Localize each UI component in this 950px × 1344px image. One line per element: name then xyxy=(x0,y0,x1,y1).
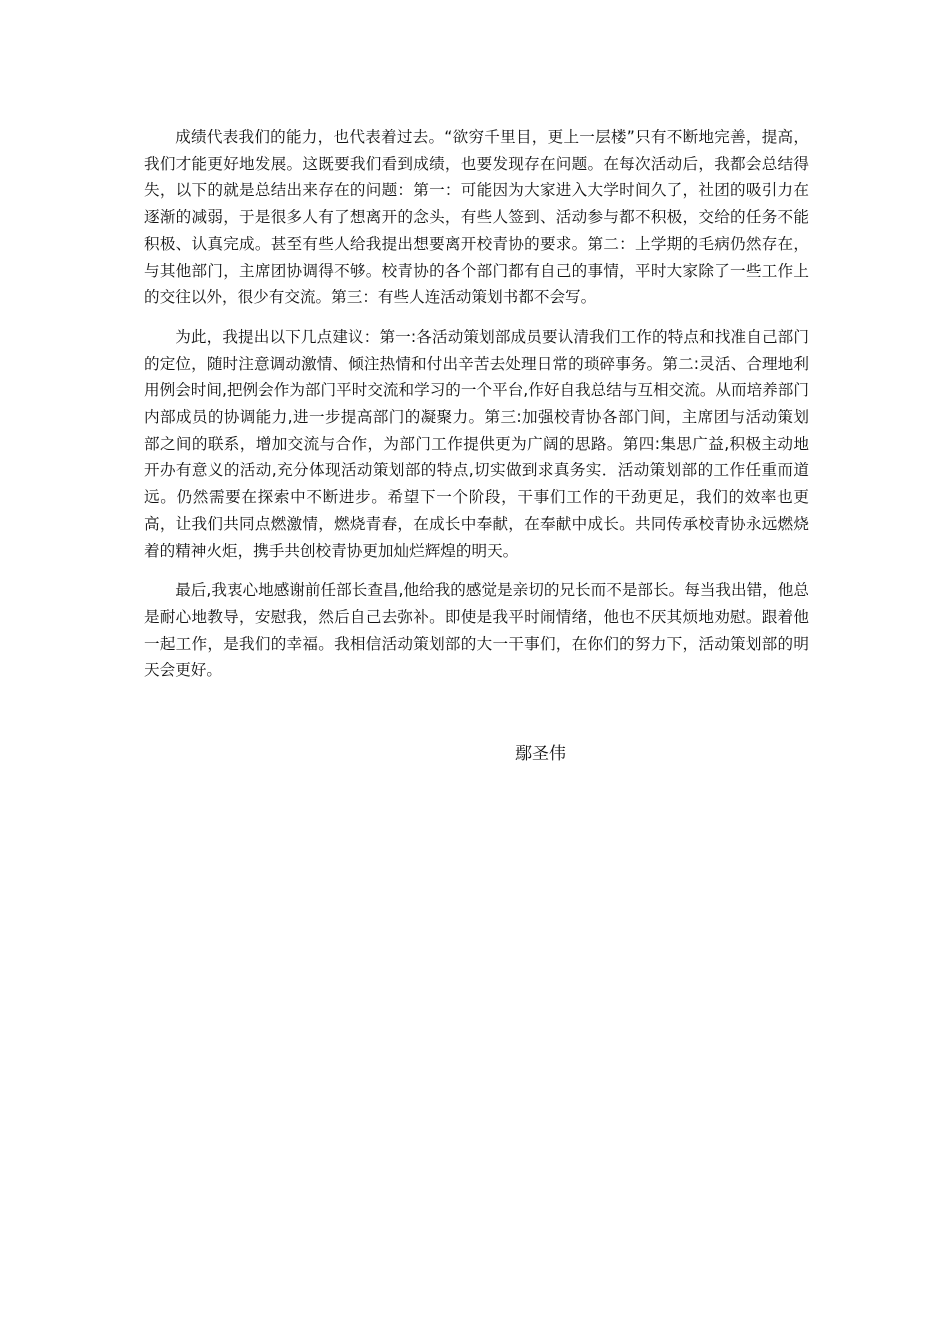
document-body xyxy=(144,124,809,697)
signature: 鄢圣伟 xyxy=(515,744,566,764)
paragraph-achievements-and-problems: 成绩代表我们的能力，也代表着过去。“欲穷千里目，更上一层楼”只有不断地完善，提高，我们才能更好地发展。这既要我们看到成绩，也要发现存在问题。在每次活动后，我都会总结得失，以下的就是总结出来存在的问题：第一：可能因为大家进入大学时间久了，社团的吸引力在逐渐的减弱，于是很多人有了想离开的念头，有些人签到、活动参与都不积极，交给的任务不能积极、认真完成。甚至有些人给我提出想要离开校青协的要求。第二：上学期的毛病仍然存在，与其他部门，主席团协调得不够。校青协的各个部门都有自己的事情，平时大家除了一些工作上的交往以外，很少有交流。第三：有些人连活动策划书都不会写。 xyxy=(144,128,809,307)
paragraph-thanks: 最后,我衷心地感谢前任部长查昌,他给我的感觉是亲切的兄长而不是部长。每当我出错，他总是耐心地教导，安慰我，然后自己去弥补。即使是我平时闹情绪，他也不厌其烦地劝慰。跟着他一起工作，是我们的幸福。我相信活动策划部的大一干事们，在你们的努力下，活动策划部的明天会更好。 xyxy=(144,581,809,680)
paragraph-suggestions: 为此，我提出以下几点建议：第一:各活动策划部成员要认清我们工作的特点和找准自己部门的定位，随时注意调动激情、倾注热情和付出辛苦去处理日常的琐碎事务。第二:灵活、合理地利用例会时间,把例会作为部门平时交流和学习的一个平台,作好自我总结与互相交流。从而培养部门内部成员的协调能力,进一步提高部门的凝聚力。第三:加强校青协各部门间，主席团与活动策划部之间的联系，增加交流与合作，为部门工作提供更为广阔的思路。第四:集思广益,积极主动地开办有意义的活动,充分体现活动策划部的特点,切实做到求真务实．活动策划部的工作任重而道远。仍然需要在探索中不断进步。希望下一个阶段，干事们工作的干劲更足，我们的效率也更高，让我们共同点燃激情，燃烧青春，在成长中奉献，在奉献中成长。共同传承校青协永远燃烧着的精神火炬，携手共创校青协更加灿烂辉煌的明天。 xyxy=(144,327,809,560)
